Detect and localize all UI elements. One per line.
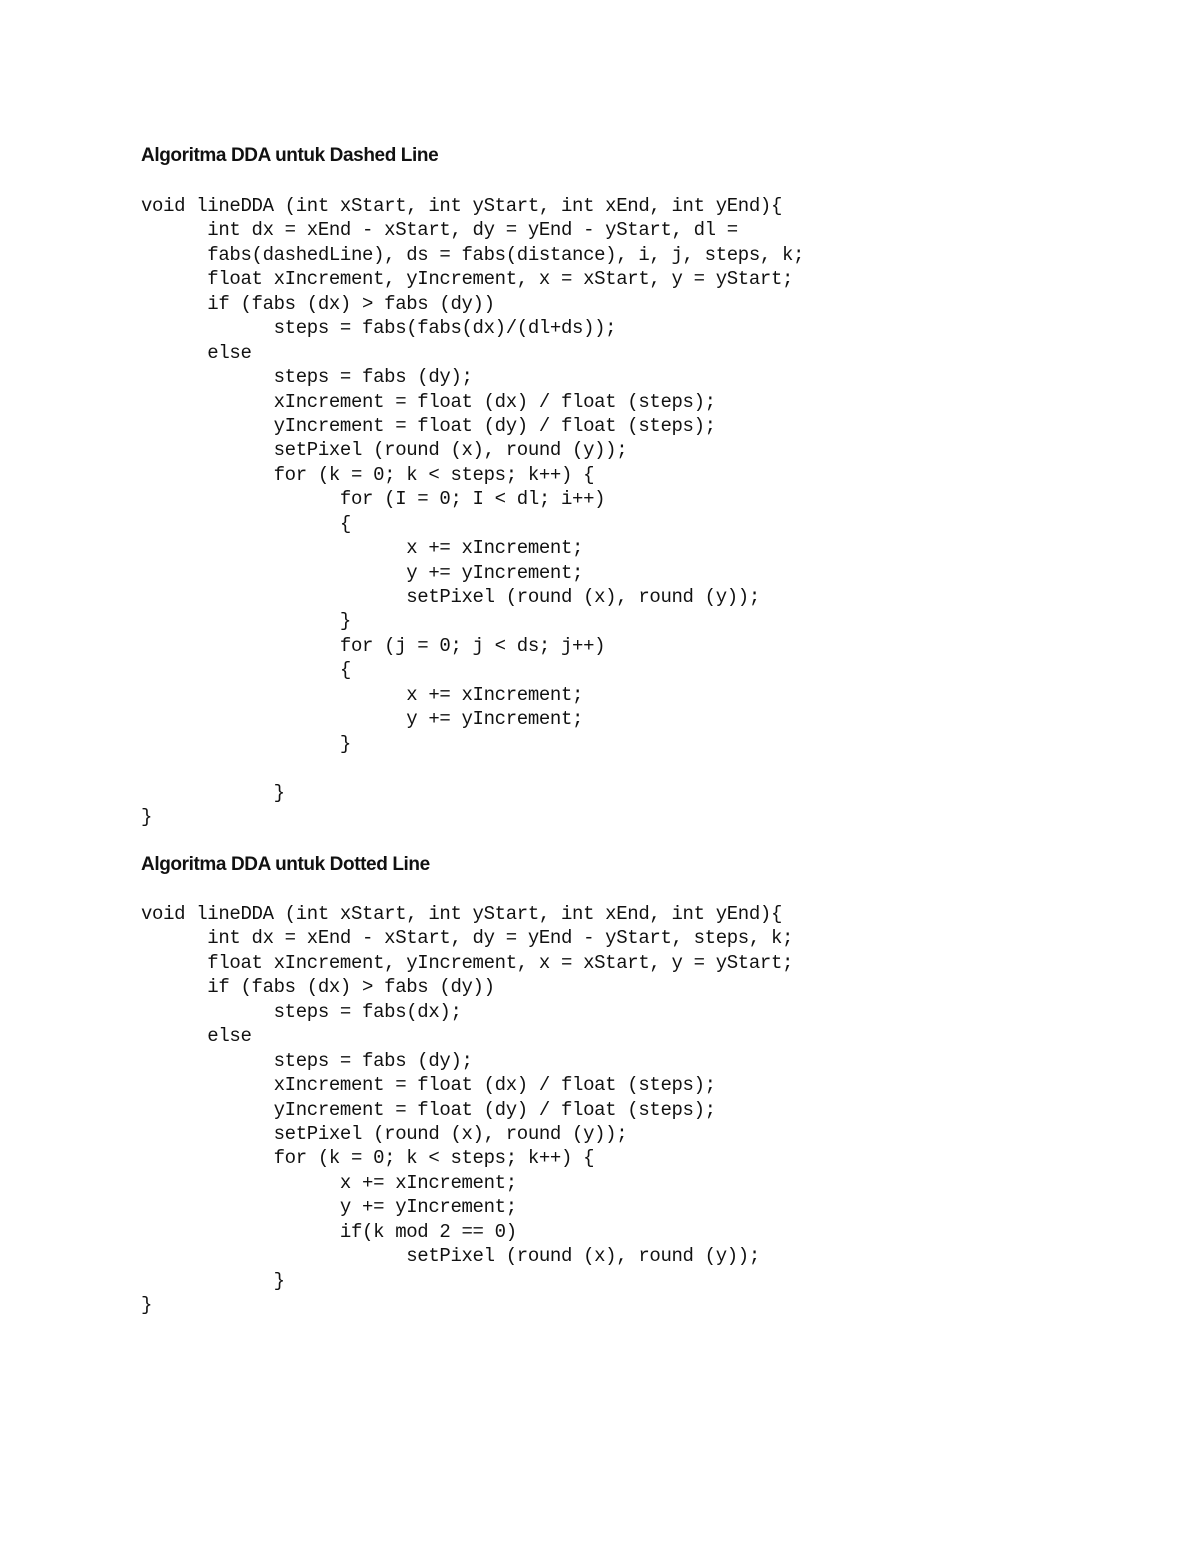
code-line: }: [141, 1269, 285, 1292]
code-line: x += xIncrement;: [141, 537, 584, 560]
code-line: for (j = 0; j < ds; j++): [141, 634, 606, 657]
code-line: {: [141, 512, 351, 535]
code-line: }: [141, 610, 351, 633]
code-line: fabs(dashedLine), ds = fabs(distance), i, j, steps, k;: [141, 243, 805, 266]
code-line: int dx = xEnd - xStart, dy = yEnd - yStart, steps, k;: [141, 927, 794, 950]
code-line: setPixel (round (x), round (y));: [141, 439, 628, 462]
code-line: float xIncrement, yIncrement, x = xStart, y = yStart;: [141, 951, 794, 974]
code-line: }: [141, 1294, 153, 1316]
code-line: for (I = 0; I < dl; i++): [141, 488, 606, 511]
code-line: yIncrement = float (dy) / float (steps);: [141, 414, 716, 437]
code-line: setPixel (round (x), round (y));: [141, 1122, 628, 1145]
code-line: for (k = 0; k < steps; k++) {: [141, 463, 595, 486]
code-line: if(k mod 2 == 0): [141, 1220, 517, 1243]
code-line: int dx = xEnd - xStart, dy = yEnd - yStart, dl =: [141, 219, 738, 242]
code-line: }: [141, 805, 153, 828]
code-line: x += xIncrement;: [141, 683, 584, 706]
code-line: else: [141, 341, 252, 364]
dashed-line-code-block: [141, 194, 804, 829]
code-line: yIncrement = float (dy) / float (steps);: [141, 1098, 716, 1121]
code-line: float xIncrement, yIncrement, x = xStart, y = yStart;: [141, 268, 794, 291]
code-line: steps = fabs(fabs(dx)/(dl+ds));: [141, 317, 617, 340]
code-line: if (fabs (dx) > fabs (dy)): [141, 976, 495, 999]
code-line: steps = fabs(dx);: [141, 1000, 462, 1023]
code-line: x += xIncrement;: [141, 1171, 517, 1194]
code-line: }: [141, 732, 351, 755]
code-line: else: [141, 1025, 252, 1048]
code-line: [141, 756, 804, 780]
dotted-line-heading: Algoritma DDA untuk Dotted Line: [141, 854, 430, 875]
code-line: steps = fabs (dy);: [141, 1049, 473, 1072]
code-line: void lineDDA (int xStart, int yStart, int xEnd, int yEnd){: [141, 195, 783, 217]
code-line: y += yIncrement;: [141, 708, 584, 731]
code-line: setPixel (round (x), round (y));: [141, 1245, 760, 1268]
code-line: xIncrement = float (dx) / float (steps);: [141, 390, 716, 413]
dashed-line-heading: Algoritma DDA untuk Dashed Line: [141, 145, 439, 166]
code-line: y += yIncrement;: [141, 1196, 517, 1219]
code-line: void lineDDA (int xStart, int yStart, int xEnd, int yEnd){: [141, 903, 783, 925]
code-line: if (fabs (dx) > fabs (dy)): [141, 292, 495, 315]
code-line: }: [141, 781, 285, 804]
code-line: for (k = 0; k < steps; k++) {: [141, 1147, 595, 1170]
code-line: steps = fabs (dy);: [141, 366, 473, 389]
code-line: {: [141, 659, 351, 682]
code-line: y += yIncrement;: [141, 561, 584, 584]
code-line: setPixel (round (x), round (y));: [141, 586, 760, 608]
dotted-line-code-block: [141, 902, 793, 1317]
code-line: xIncrement = float (dx) / float (steps);: [141, 1074, 716, 1097]
